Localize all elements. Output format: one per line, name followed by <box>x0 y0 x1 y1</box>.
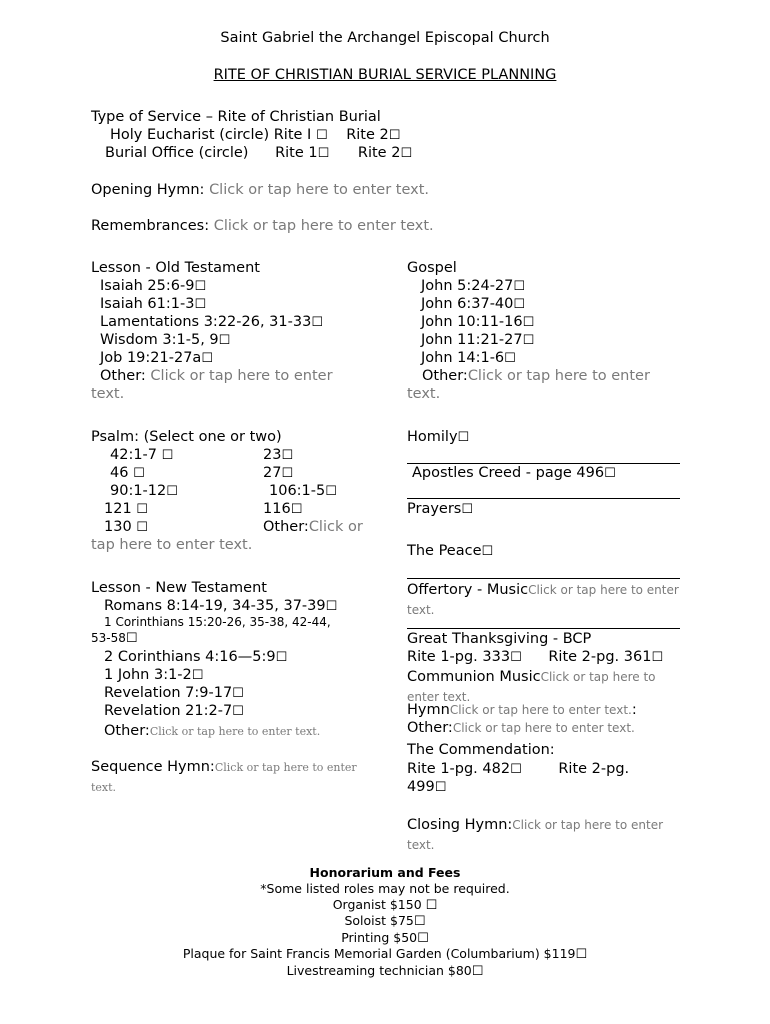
text-field[interactable]: Click or tap here to enter text. <box>149 725 321 738</box>
new-testament-other: Other:Click or tap here to enter text. <box>104 723 321 739</box>
list-item[interactable]: Revelation 21:2-7 ☐ <box>104 702 244 721</box>
list-item[interactable]: John 11:21-27 ☐ <box>421 331 534 350</box>
communion-music: Communion MusicClick or tap here to enter text. <box>407 669 656 704</box>
checkbox[interactable] <box>389 127 401 143</box>
list-item[interactable]: John 10:11-16 ☐ <box>421 313 534 332</box>
corinthians-line: 1 Corinthians 15:20-26, 35-38, 42-44, <box>104 615 331 629</box>
psalm-heading: Psalm: (Select one or two) <box>91 429 282 445</box>
list-item[interactable]: 130 ☐ <box>104 518 148 537</box>
psalm-other: Other:Click or tap here to enter text. <box>91 519 363 553</box>
gospel-other: Other:Click or tap here to enter text. <box>407 368 650 402</box>
hymn: HymnClick or tap here to enter text.: <box>407 702 637 718</box>
prayers[interactable]: Prayers ☐ <box>407 500 473 519</box>
document-title: RITE OF CHRISTIAN BURIAL SERVICE PLANNING <box>213 67 557 83</box>
checkbox[interactable] <box>400 145 412 161</box>
holy-eucharist-row: Holy Eucharist (circle) Rite I ☐ Rite 2 ☐ <box>110 126 400 145</box>
list-item[interactable]: 121 ☐ <box>104 500 148 519</box>
list-item[interactable]: 1 John 3:1-2 ☐ <box>104 666 203 685</box>
fee-item[interactable]: Organist $150 ☐ <box>0 897 770 914</box>
burial-office-row: Burial Office (circle) Rite 1 ☐ Rite 2 ☐ <box>105 144 412 163</box>
text-field[interactable]: Click or tap here to enter text. <box>449 703 632 717</box>
list-item[interactable]: Job 19:21-27a ☐ <box>100 349 213 368</box>
checkbox-option[interactable]: Rite 1-pg. 333 ☐ <box>407 649 522 665</box>
remembrances: Remembrances: Click or tap here to enter text. <box>91 218 434 234</box>
list-item[interactable]: 27 ☐ <box>263 464 293 483</box>
text-field[interactable]: Click or tap here to enter text. <box>407 368 650 402</box>
fees-note: *Some listed roles may not be required. <box>260 881 510 896</box>
other-music: Other:Click or tap here to enter text. <box>407 720 635 736</box>
fee-item[interactable]: Plaque for Saint Francis Memorial Garden (Columbarium) $119 ☐ <box>0 946 770 963</box>
list-item[interactable]: 46 ☐ <box>110 464 145 483</box>
old-testament-other: Other: Click or tap here to enter text. <box>91 368 333 402</box>
fee-item[interactable]: Soloist $75 ☐ <box>0 913 770 930</box>
list-item[interactable]: 42:1-7 ☐ <box>110 446 173 465</box>
checkbox[interactable] <box>318 145 330 161</box>
text-field[interactable]: Click or tap here to enter text. <box>452 721 635 735</box>
fees-heading: Honorarium and Fees <box>309 865 461 880</box>
checkbox-option[interactable]: Rite 2-pg. 361 ☐ <box>548 649 663 665</box>
service-type-label: Type of Service – Rite of Christian Burial <box>91 109 381 125</box>
text-field[interactable]: Click or tap here to enter text. <box>209 182 430 198</box>
text-field[interactable]: Click or tap here to enter text. <box>91 761 357 794</box>
list-item[interactable]: 2 Corinthians 4:16—5:9 ☐ <box>104 648 287 667</box>
apostles-creed[interactable]: Apostles Creed - page 496 ☐ <box>412 464 616 483</box>
commendation-rite2-page[interactable]: 499 ☐ <box>407 778 446 797</box>
opening-hymn: Opening Hymn: Click or tap here to enter text. <box>91 182 430 198</box>
list-item[interactable]: 116 ☐ <box>263 500 302 519</box>
list-item[interactable]: Romans 8:14-19, 34-35, 37-39 ☐ <box>104 597 337 616</box>
text-field[interactable]: Click or tap here to enter text. <box>407 670 656 704</box>
list-item[interactable]: 106:1-5 ☐ <box>269 482 337 501</box>
old-testament-heading: Lesson - Old Testament <box>91 260 260 276</box>
commendation-heading: The Commendation: <box>407 742 555 758</box>
list-item[interactable]: John 14:1-6 ☐ <box>421 349 516 368</box>
list-item[interactable]: 23 ☐ <box>263 446 293 465</box>
text-field[interactable]: Click or tap here to enter text. <box>91 519 363 553</box>
list-item[interactable]: Wisdom 3:1-5, 9 ☐ <box>100 331 230 350</box>
fee-item[interactable]: Printing $50 ☐ <box>0 930 770 947</box>
text-field[interactable]: Click or tap here to enter text. <box>407 583 679 617</box>
great-thanksgiving: Great Thanksgiving - BCP <box>407 631 592 647</box>
checkbox-option[interactable]: Rite 1-pg. 482 ☐ <box>407 761 522 777</box>
sequence-hymn: Sequence Hymn:Click or tap here to enter text. <box>91 759 357 794</box>
thanksgiving-rites <box>407 648 663 667</box>
gospel-heading: Gospel <box>407 260 457 276</box>
checkbox[interactable] <box>316 127 328 143</box>
offertory: Offertory - MusicClick or tap here to enter text. <box>407 582 679 617</box>
text-field[interactable]: Click or tap here to enter text. <box>213 218 434 234</box>
new-testament-heading: Lesson - New Testament <box>91 580 267 596</box>
closing-hymn: Closing Hymn:Click or tap here to enter text. <box>407 817 664 852</box>
text-field[interactable]: Click or tap here to enter text. <box>407 818 664 852</box>
church-name: Saint Gabriel the Archangel Episcopal Church <box>220 30 550 46</box>
text-field[interactable]: Click or tap here to enter text. <box>91 368 333 402</box>
list-item[interactable]: John 5:24-27 ☐ <box>421 277 525 296</box>
list-item[interactable]: Lamentations 3:22-26, 31-33 ☐ <box>100 313 323 332</box>
list-item[interactable]: 53-58 ☐ <box>91 631 138 646</box>
fee-item[interactable]: Livestreaming technician $80 ☐ <box>0 963 770 980</box>
commendation-rites: Rite 1-pg. 482 ☐ Rite 2-pg. <box>407 760 629 779</box>
list-item[interactable]: John 6:37-40 ☐ <box>421 295 525 314</box>
the-peace[interactable]: The Peace ☐ <box>407 542 493 561</box>
list-item[interactable]: Revelation 7:9-17 ☐ <box>104 684 244 703</box>
list-item[interactable]: Isaiah 25:6-9 ☐ <box>100 277 206 296</box>
homily[interactable]: Homily ☐ <box>407 428 469 447</box>
list-item[interactable]: 90:1-12 ☐ <box>110 482 178 501</box>
list-item[interactable]: Isaiah 61:1-3 ☐ <box>100 295 206 314</box>
